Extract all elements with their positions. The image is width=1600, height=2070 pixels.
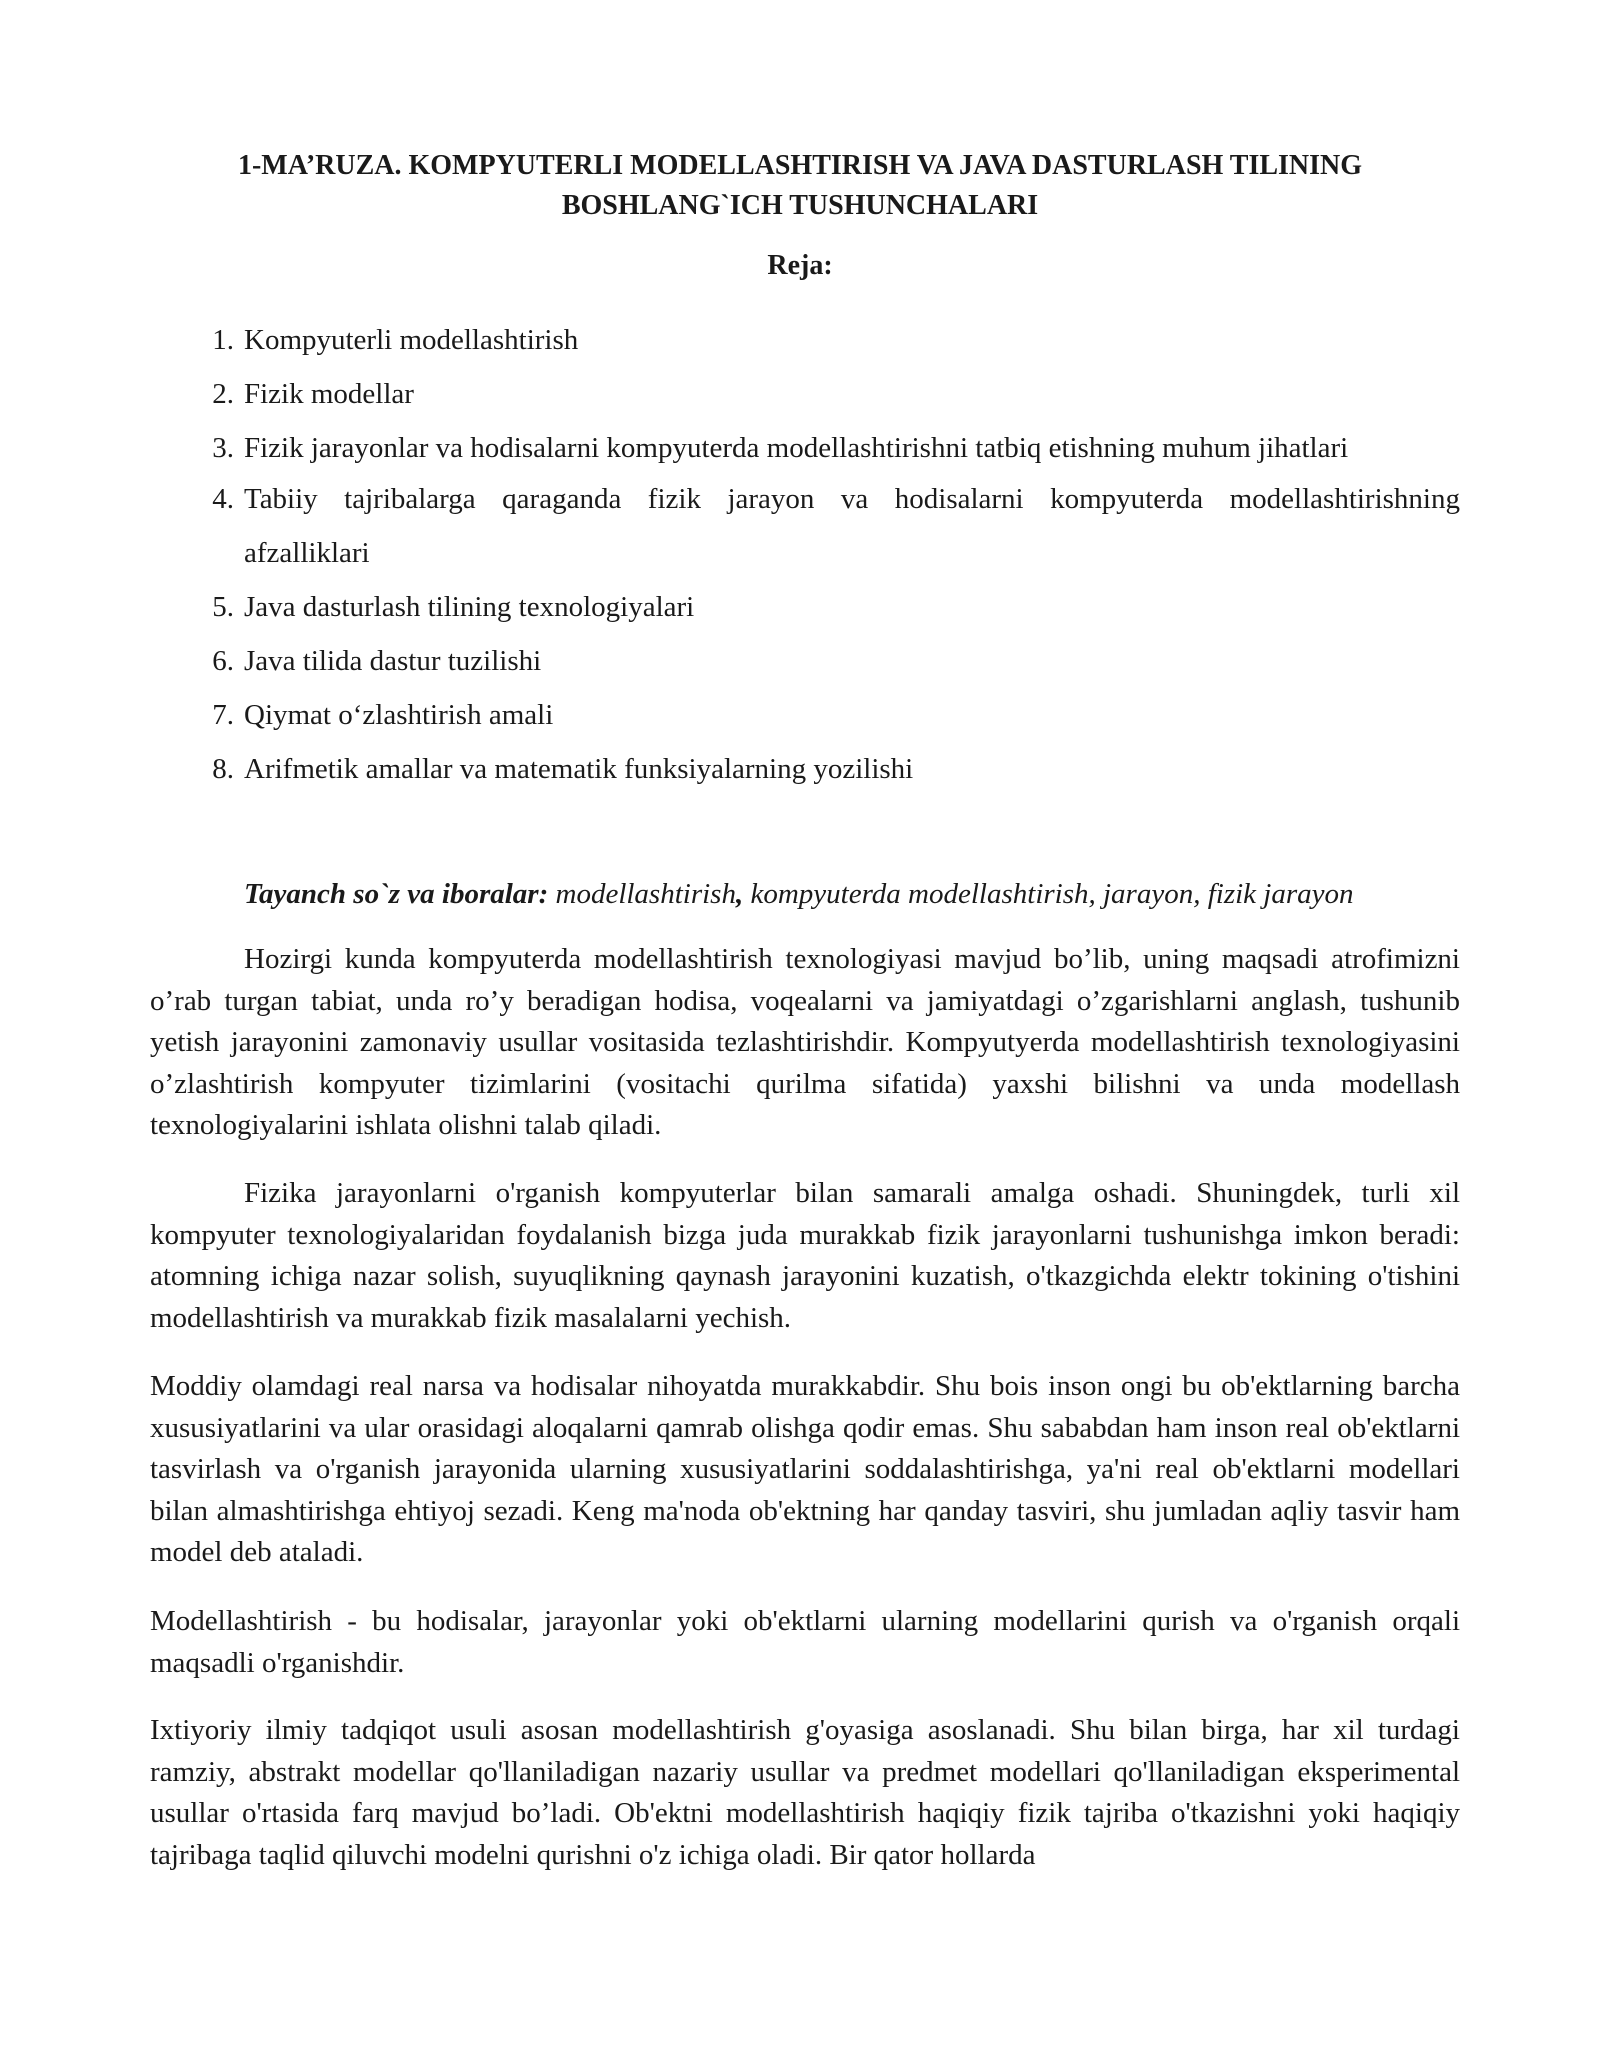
plan-item-text: Fizik jarayonlar va hodisalarni kompyuterda modellashtirishni tatbiq etishning muhum jihatlari <box>244 432 1349 464</box>
paragraph-real-objects: Moddiy olamdagi real narsa va hodisalar nihoyatda murakkabdir. Shu bois inson ongi bu ob'ektlarning barcha xususiyatlarini va ular orasidagi aloqalarni qamrab olishga qodir emas. Shu sababdan ham inson real ob'ektlarni tasvirlash va o'rganish jarayonida ularning xususiyatlarini soddalashtirishga, ya'ni real ob'ektlarni modellari bilan almashtirishga ehtiyoj sezadi. Keng ma'noda ob'ektning har qanday tasviri, shu jumladan aqliy tasvir ham model deb ataladi. <box>150 1370 1460 1568</box>
plan-item-text: Arifmetik amallar va matematik funksiyalarning yozilishi <box>244 753 914 785</box>
plan-item-text: Kompyuterli modellashtirish <box>244 324 579 356</box>
plan-item-number: 8. <box>212 753 234 785</box>
plan-item-text: Java tilida dastur tuzilishi <box>244 645 542 677</box>
plan-item-text: Fizik modellar <box>244 378 414 410</box>
plan-item-number: 6. <box>212 645 234 677</box>
plan-item-text: Java dasturlash tilining texnologiyalari <box>244 591 695 623</box>
plan-heading: Reja: <box>767 250 833 281</box>
plan-item-number: 7. <box>212 699 234 731</box>
plan-item-number: 5. <box>212 591 234 623</box>
lecture-title-line-1: 1-MA’RUZA. KOMPYUTERLI MODELLASHTIRISH VA JAVA DASTURLASH TILINING <box>237 150 1363 181</box>
keywords-label: Tayanch so`z va iboralar: <box>244 878 549 910</box>
paragraph-intro: Hozirgi kunda kompyuterda modellashtirish texnologiyasi mavjud bo’lib, uning maqsadi atrofimizni o’rab turgan tabiat, unda ro’y beradigan hodisa, voqealarni va jamiyatdagi o’zgarishlarni anglash, tushunib yetish jarayonini zamonaviy usullar vositasida tezlashtirishdir. Kompyutyerda modellashtirish texnologiyasini o’zlashtirish kompyuter tizimlarini (vositachi qurilma sifatida) yaxshi bilishni va unda modellash texnologiyalarini ishlata olishni talab qiladi. <box>150 943 1460 1141</box>
plan-item-number: 2. <box>212 378 234 410</box>
keywords-comma: , <box>735 878 744 910</box>
plan-item-number: 1. <box>212 324 234 356</box>
paragraph-definition: Modellashtirish - bu hodisalar, jarayonlar yoki ob'ektlarni ularning modellarini qurish va o'rganish orqali maqsadli o'rganishdir. <box>150 1605 1460 1679</box>
plan-item-number: 3. <box>212 432 234 464</box>
plan-item-continuation: afzalliklari <box>244 537 370 569</box>
paragraph-physics: Fizika jarayonlarni o'rganish kompyuterlar bilan samarali amalga oshadi. Shuningdek, turli xil kompyuter texnologiyalaridan foydalanish bizga juda murakkab fizik jarayonlarni tushunishga imkon beradi: atomning ichiga nazar solish, suyuqlikning qaynash jarayonini kuzatish, o'tkazgichda elektr tokining o'tishini modellashtirish va murakkab fizik masalalarni yechish. <box>150 1177 1460 1334</box>
keywords-terms: kompyuterda modellashtirish, jarayon, fizik jarayon <box>743 878 1354 910</box>
paragraph-research-methods: Ixtiyoriy ilmiy tadqiqot usuli asosan modellashtirish g'oyasiga asoslanadi. Shu bilan birga, har xil turdagi ramziy, abstrakt modellar qo'llaniladigan nazariy usullar va predmet modellari qo'llaniladigan eksperimental usullar o'rtasida farq mavjud bo’ladi. Ob'ektni modellashtirish haqiqiy fizik tajriba o'tkazishni yoki haqiqiy tajribaga taqlid qiluvchi modelni qurishni o'z ichiga oladi. Bir qator hollarda <box>150 1714 1460 1871</box>
keywords-line <box>244 876 1464 912</box>
plan-item-text: Qiymat o‘zlashtirish amali <box>244 699 554 731</box>
lecture-title-line-2: BOSHLANG`ICH TUSHUNCHALARI <box>561 190 1039 221</box>
keywords-first-term: modellashtirish <box>548 878 736 910</box>
plan-item-number: 4. <box>212 483 234 515</box>
plan-item-text: Tabiiy tajribalarga qaraganda fizik jarayon va hodisalarni kompyuterda modellashtirishning <box>244 483 1460 515</box>
